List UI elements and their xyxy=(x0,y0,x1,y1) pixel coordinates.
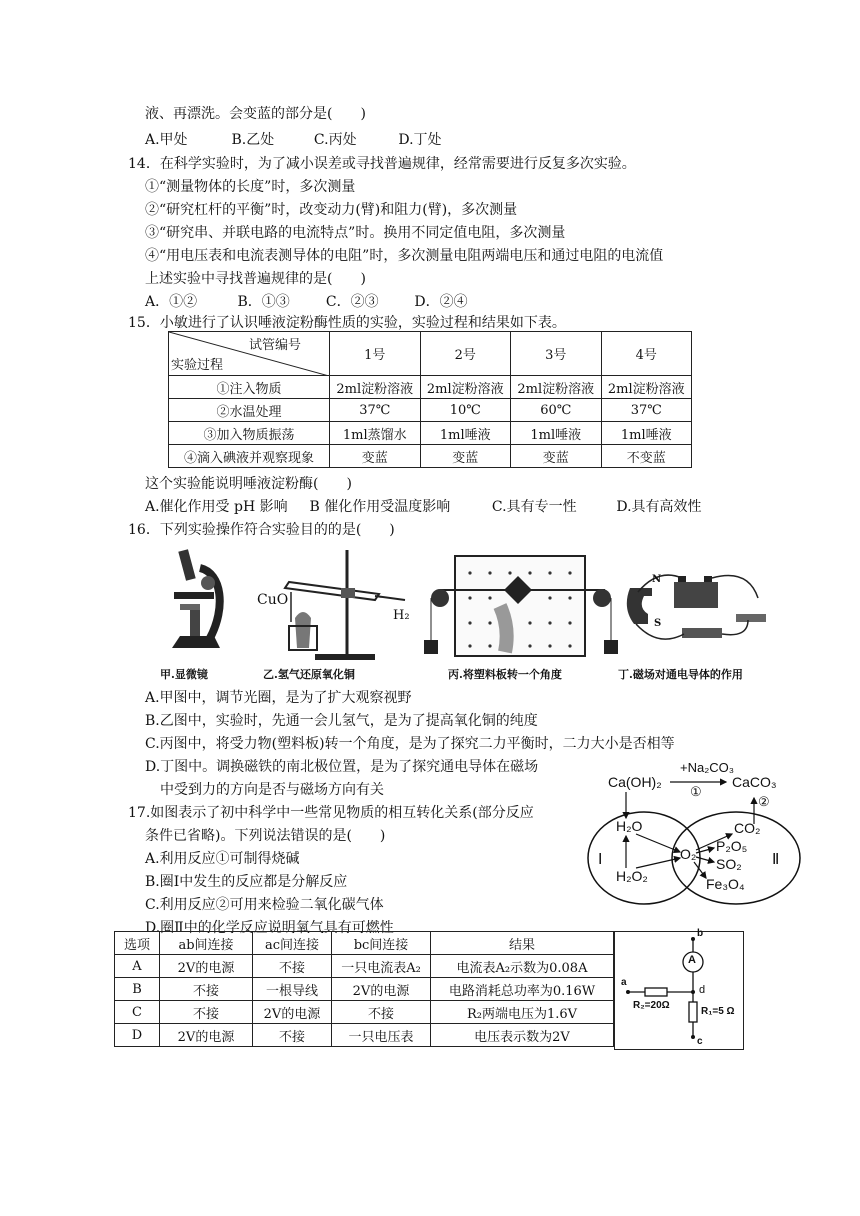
q13-option-c: C.丙处 xyxy=(313,132,357,148)
table-cell: 2ml淀粉溶液 xyxy=(601,376,692,399)
q15-header-3: 3号 xyxy=(511,332,602,376)
reaction-2-label: ② xyxy=(758,794,770,809)
q14-item-3: ③“研究串、并联电路的电流特点”时。换用不同定值电阻，多次测量 xyxy=(145,225,566,241)
q13-option-b: B.乙处 xyxy=(231,132,275,148)
q17-stem-2: 条件已省略)。下列说法错误的是( ) xyxy=(145,828,386,844)
q15-stem: 15．小敏进行了认识唾液淀粉酶性质的实验，实验过程和结果如下表。 xyxy=(128,315,566,331)
table-cell: 1ml唾液 xyxy=(511,422,602,445)
table-cell: 电流表A₂示数为0.08A xyxy=(431,955,614,978)
table-cell: 变蓝 xyxy=(511,445,602,468)
table-cell: 1ml唾液 xyxy=(420,422,511,445)
caco3-label: CaCO₃ xyxy=(732,774,777,790)
table-row xyxy=(169,445,692,468)
na2co3-label: +Na₂CO₃ xyxy=(680,760,735,775)
table-cell: 2ml淀粉溶液 xyxy=(511,376,602,399)
node-d-label: d xyxy=(699,984,706,996)
q14-option-d: D．②④ xyxy=(414,294,468,310)
node-c-label: c xyxy=(697,1036,703,1047)
q15-row-label: ①注入物质 xyxy=(169,376,330,399)
plastic-board-figure xyxy=(420,548,620,683)
q15-question: 这个实验能说明唾液淀粉酶( ) xyxy=(145,476,352,492)
table-cell: 不接 xyxy=(332,1001,431,1024)
q15-header-1: 1号 xyxy=(330,332,421,376)
q16-option-a: A.甲图中，调节光圈，是为了扩大观察视野 xyxy=(145,690,412,706)
q18-header-bc: bc间连接 xyxy=(332,932,431,955)
q14-item-1: ①“测量物体的长度”时，多次测量 xyxy=(145,179,356,195)
q16-stem: 16．下列实验操作符合实验目的的是( ) xyxy=(128,522,395,538)
table-row xyxy=(115,1001,614,1024)
table-cell: 60℃ xyxy=(511,399,602,422)
fe3o4-label: Fe₃O₄ xyxy=(706,876,745,892)
q15-option-b: B 催化作用受温度影响 xyxy=(309,499,451,515)
q15-header-2: 2号 xyxy=(420,332,511,376)
ammeter-icon: A xyxy=(688,954,696,966)
table-cell: 不接 xyxy=(253,1024,332,1047)
q15-row-label: ②水温处理 xyxy=(169,399,330,422)
q15-corner-bottom: 实验过程 xyxy=(171,358,224,373)
q14-question: 上述实验中寻找普遍规律的是( ) xyxy=(145,271,366,287)
magnet-figure xyxy=(618,548,778,683)
q17-option-d: D.圈Ⅱ中的化学反应说明氧气具有可燃性 xyxy=(145,920,394,936)
q16-option-b: B.乙图中，实验时，先通一会儿氢气，是为了提高氧化铜的纯度 xyxy=(145,713,538,729)
table-cell: 2V的电源 xyxy=(253,1001,332,1024)
table-cell: R₂两端电压为1.6V xyxy=(431,1001,614,1024)
q14-option-a: A．①② xyxy=(145,294,198,310)
table-cell: 不变蓝 xyxy=(601,445,692,468)
cuo-label: CuO xyxy=(257,592,289,608)
h2o2-label: H₂O₂ xyxy=(616,868,648,884)
table-row xyxy=(115,955,614,978)
hydrogen-reduction-figure xyxy=(255,548,425,683)
magnet-circuit-icon xyxy=(618,548,778,663)
o2-label: O₂ xyxy=(680,846,697,862)
table-cell: 1ml唾液 xyxy=(601,422,692,445)
q18-header-result: 结果 xyxy=(431,932,614,955)
table-cell: C xyxy=(115,1001,160,1024)
co2-label: CO₂ xyxy=(734,820,761,836)
table-cell: 2ml淀粉溶液 xyxy=(330,376,421,399)
q18-header-ab: ab间连接 xyxy=(160,932,253,955)
q17-option-b: B.圈Ⅰ中发生的反应都是分解反应 xyxy=(145,874,348,890)
q13-options xyxy=(145,130,442,150)
q17-stem-1: 17.如图表示了初中科学中一些常见物质的相互转化关系(部分反应 xyxy=(128,805,534,821)
table-cell: 电路消耗总功率为0.16W xyxy=(431,978,614,1001)
figure-caption-yi: 乙.氢气还原氧化铜 xyxy=(263,668,355,681)
table-row xyxy=(169,376,692,399)
so2-label: SO₂ xyxy=(716,856,742,872)
q15-option-c: C.具有专一性 xyxy=(491,499,577,515)
table-cell: D xyxy=(115,1024,160,1047)
reaction-1-label: ① xyxy=(690,784,702,799)
q16-option-d: D.丁图中。调换磁铁的南北极位置，是为了探究通电导体在磁场 xyxy=(145,759,539,775)
figure-caption-bing: 丙.将塑料板转一个角度 xyxy=(448,668,562,681)
table-cell: 不接 xyxy=(253,955,332,978)
board-icon xyxy=(420,548,620,663)
microscope-icon xyxy=(160,548,245,663)
table-row xyxy=(115,978,614,1001)
r2-label: R₂=20Ω xyxy=(633,1000,670,1011)
q13-option-a: A.甲处 xyxy=(145,132,188,148)
south-pole-label: S xyxy=(654,618,662,629)
north-pole-label: N xyxy=(652,574,662,585)
q16-option-d-cont: 中受到力的方向是否与磁场方向有关 xyxy=(160,782,384,798)
q17-option-c: C.利用反应②可用来检验二氧化碳气体 xyxy=(145,897,384,913)
node-b-label: b xyxy=(697,928,704,939)
q14-item-2: ②“研究杠杆的平衡”时，改变动力(臂)和阻力(臂)，多次测量 xyxy=(145,202,518,218)
q14-option-c: C．②③ xyxy=(325,294,379,310)
table-cell: 不接 xyxy=(160,978,253,1001)
circuit-diagram xyxy=(614,928,744,1050)
table-row xyxy=(169,399,692,422)
circle-2-label: Ⅱ xyxy=(772,851,780,868)
q15-options xyxy=(145,497,702,517)
q16-option-c: C.丙图中，将受力物(塑料板)转一个角度，是为了探究二力平衡时，二力大小是否相等 xyxy=(145,736,675,752)
h2o-label: H₂O xyxy=(616,818,643,834)
q15-row-label: ④滴入碘液并观察现象 xyxy=(169,445,330,468)
microscope-figure xyxy=(160,548,245,683)
table-cell: 电压表示数为2V xyxy=(431,1024,614,1047)
table-cell: 2V的电源 xyxy=(160,1024,253,1047)
table-cell: 一根导线 xyxy=(253,978,332,1001)
circuit-wires xyxy=(615,932,743,1049)
table-cell: B xyxy=(115,978,160,1001)
conversion-diagram xyxy=(586,756,806,908)
p2o5-label: P₂O₅ xyxy=(716,838,748,854)
q15-option-d: D.具有高效性 xyxy=(616,499,702,515)
q18-table xyxy=(114,931,614,1047)
q14-option-b: B．①③ xyxy=(237,294,290,310)
q15-option-a: A.催化作用受 pH 影响 xyxy=(145,499,288,515)
table-cell: 37℃ xyxy=(601,399,692,422)
table-cell: 10℃ xyxy=(420,399,511,422)
table-cell: 变蓝 xyxy=(330,445,421,468)
q13-option-d: D.丁处 xyxy=(398,132,442,148)
table-cell: A xyxy=(115,955,160,978)
caoh2-label: Ca(OH)₂ xyxy=(608,774,662,790)
q13-tail: 液、再漂洗。会变蓝的部分是( ) xyxy=(145,106,366,122)
q14-options xyxy=(145,292,468,312)
q15-row-label: ③加入物质振荡 xyxy=(169,422,330,445)
q15-table xyxy=(168,331,692,468)
table-cell: 不接 xyxy=(160,1001,253,1024)
table-cell: 37℃ xyxy=(330,399,421,422)
q18-header-ac: ac间连接 xyxy=(253,932,332,955)
table-row xyxy=(115,1024,614,1047)
table-cell: 变蓝 xyxy=(420,445,511,468)
table-cell: 一只电流表A₂ xyxy=(332,955,431,978)
h2-label: H₂ xyxy=(393,608,410,623)
q17-option-a: A.利用反应①可制得烧碱 xyxy=(145,851,300,867)
table-cell: 2ml淀粉溶液 xyxy=(420,376,511,399)
r1-label: R₁=5 Ω xyxy=(701,1006,735,1017)
node-a-label: a xyxy=(621,977,627,988)
q15-header-4: 4号 xyxy=(601,332,692,376)
q18-header-option: 选项 xyxy=(115,932,160,955)
table-cell: 一只电压表 xyxy=(332,1024,431,1047)
q15-corner-cell xyxy=(169,332,330,376)
q14-item-4: ④“用电压表和电流表测导体的电阻”时，多次测量电阻两端电压和通过电阻的电流值 xyxy=(145,248,664,264)
table-cell: 2V的电源 xyxy=(332,978,431,1001)
table-cell: 2V的电源 xyxy=(160,955,253,978)
q15-corner-top: 试管编号 xyxy=(248,338,301,353)
circle-1-label: Ⅰ xyxy=(598,851,603,868)
table-cell: 1ml蒸馏水 xyxy=(330,422,421,445)
figure-caption-ding: 丁.磁场对通电导体的作用 xyxy=(618,668,743,681)
q14-stem: 14．在科学实验时，为了减小误差或寻找普遍规律，经常需要进行反复多次实验。 xyxy=(128,156,636,172)
table-row xyxy=(169,422,692,445)
figure-caption-jia: 甲.显微镜 xyxy=(160,668,208,681)
